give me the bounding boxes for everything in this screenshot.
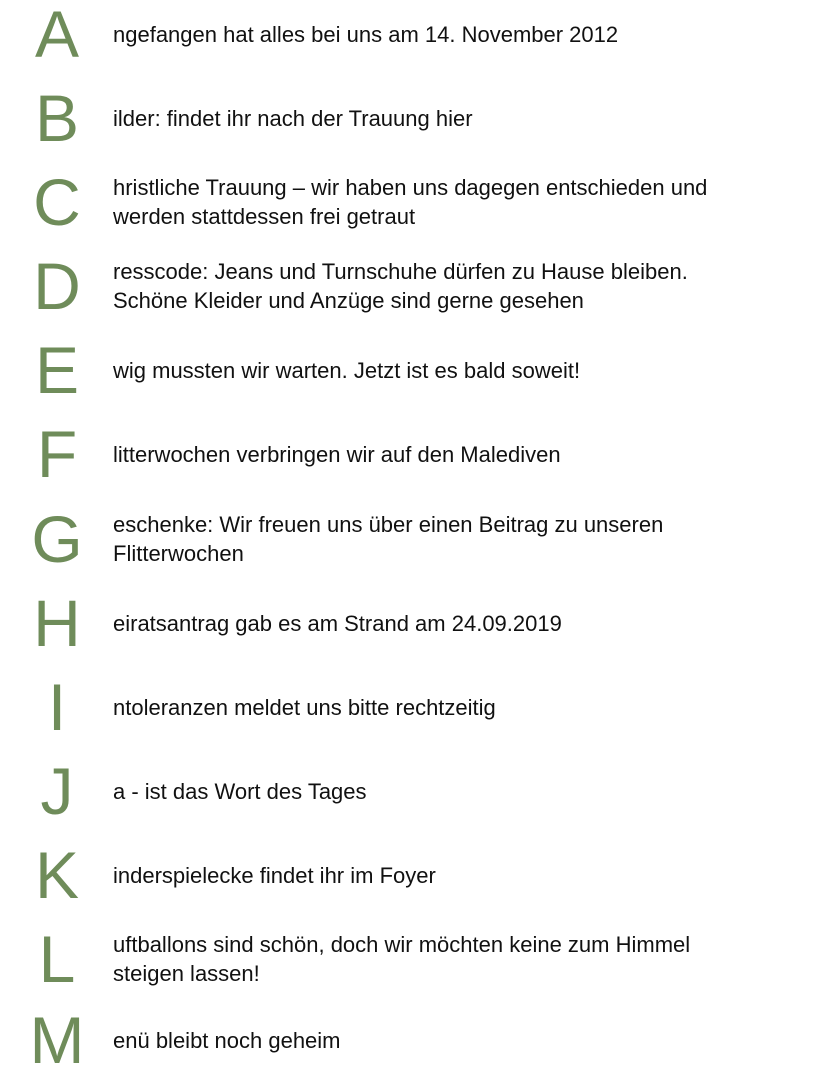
entry-c <box>0 162 824 242</box>
entry-letter: B <box>34 81 80 155</box>
entry-j <box>0 751 824 831</box>
entry-letter: E <box>34 333 80 407</box>
entry-letter: I <box>47 670 67 744</box>
entry-text: ilder: findet ihr nach der Trauung hier <box>113 105 473 131</box>
entry-letter: G <box>31 502 83 576</box>
entry-text: eiratsantrag gab es am Strand am 24.09.2019 <box>113 610 562 636</box>
entry-letter: H <box>33 586 81 660</box>
entry-text: uftballons sind schön, doch wir möchten keine zum Himmel steigen lassen! <box>113 932 691 986</box>
entry-text: eschenke: Wir freuen uns über einen Beitrag zu unseren Flitterwochen <box>113 512 664 566</box>
entry-l <box>0 919 824 999</box>
entry-text: ntoleranzen meldet uns bitte rechtzeitig <box>113 694 496 720</box>
entry-text: resscode: Jeans und Turnschuhe dürfen zu Hause bleiben. Schöne Kleider und Anzüge sind gerne gesehen <box>113 259 688 313</box>
entry-letter: F <box>36 417 78 491</box>
entry-letter: M <box>29 1003 85 1077</box>
entry-letter: K <box>34 838 80 912</box>
entry-k <box>0 835 824 915</box>
entry-text: enü bleibt noch geheim <box>113 1027 341 1053</box>
entry-text: ngefangen hat alles bei uns am 14. November 2012 <box>113 21 619 47</box>
entry-b <box>0 78 824 158</box>
entry-text: litterwochen verbringen wir auf den Malediven <box>113 441 561 467</box>
entry-text: hristliche Trauung – wir haben uns dagegen entschieden und werden stattdessen frei getraut <box>113 175 708 229</box>
entry-letter: A <box>34 0 80 71</box>
entry-a <box>0 0 824 74</box>
entry-text: inderspielecke findet ihr im Foyer <box>113 862 436 888</box>
entry-letter: C <box>33 165 81 239</box>
entry-letter: J <box>40 754 74 828</box>
entry-d <box>0 246 824 326</box>
entry-text: a - ist das Wort des Tages <box>113 778 367 804</box>
entry-m <box>0 1000 824 1080</box>
entry-i <box>0 667 824 747</box>
entry-g <box>0 499 824 579</box>
entry-f <box>0 414 824 494</box>
entry-letter: L <box>38 922 76 996</box>
entry-e <box>0 330 824 410</box>
entry-h <box>0 583 824 663</box>
entry-letter: D <box>33 249 81 323</box>
entry-text: wig mussten wir warten. Jetzt ist es bald soweit! <box>113 357 581 383</box>
